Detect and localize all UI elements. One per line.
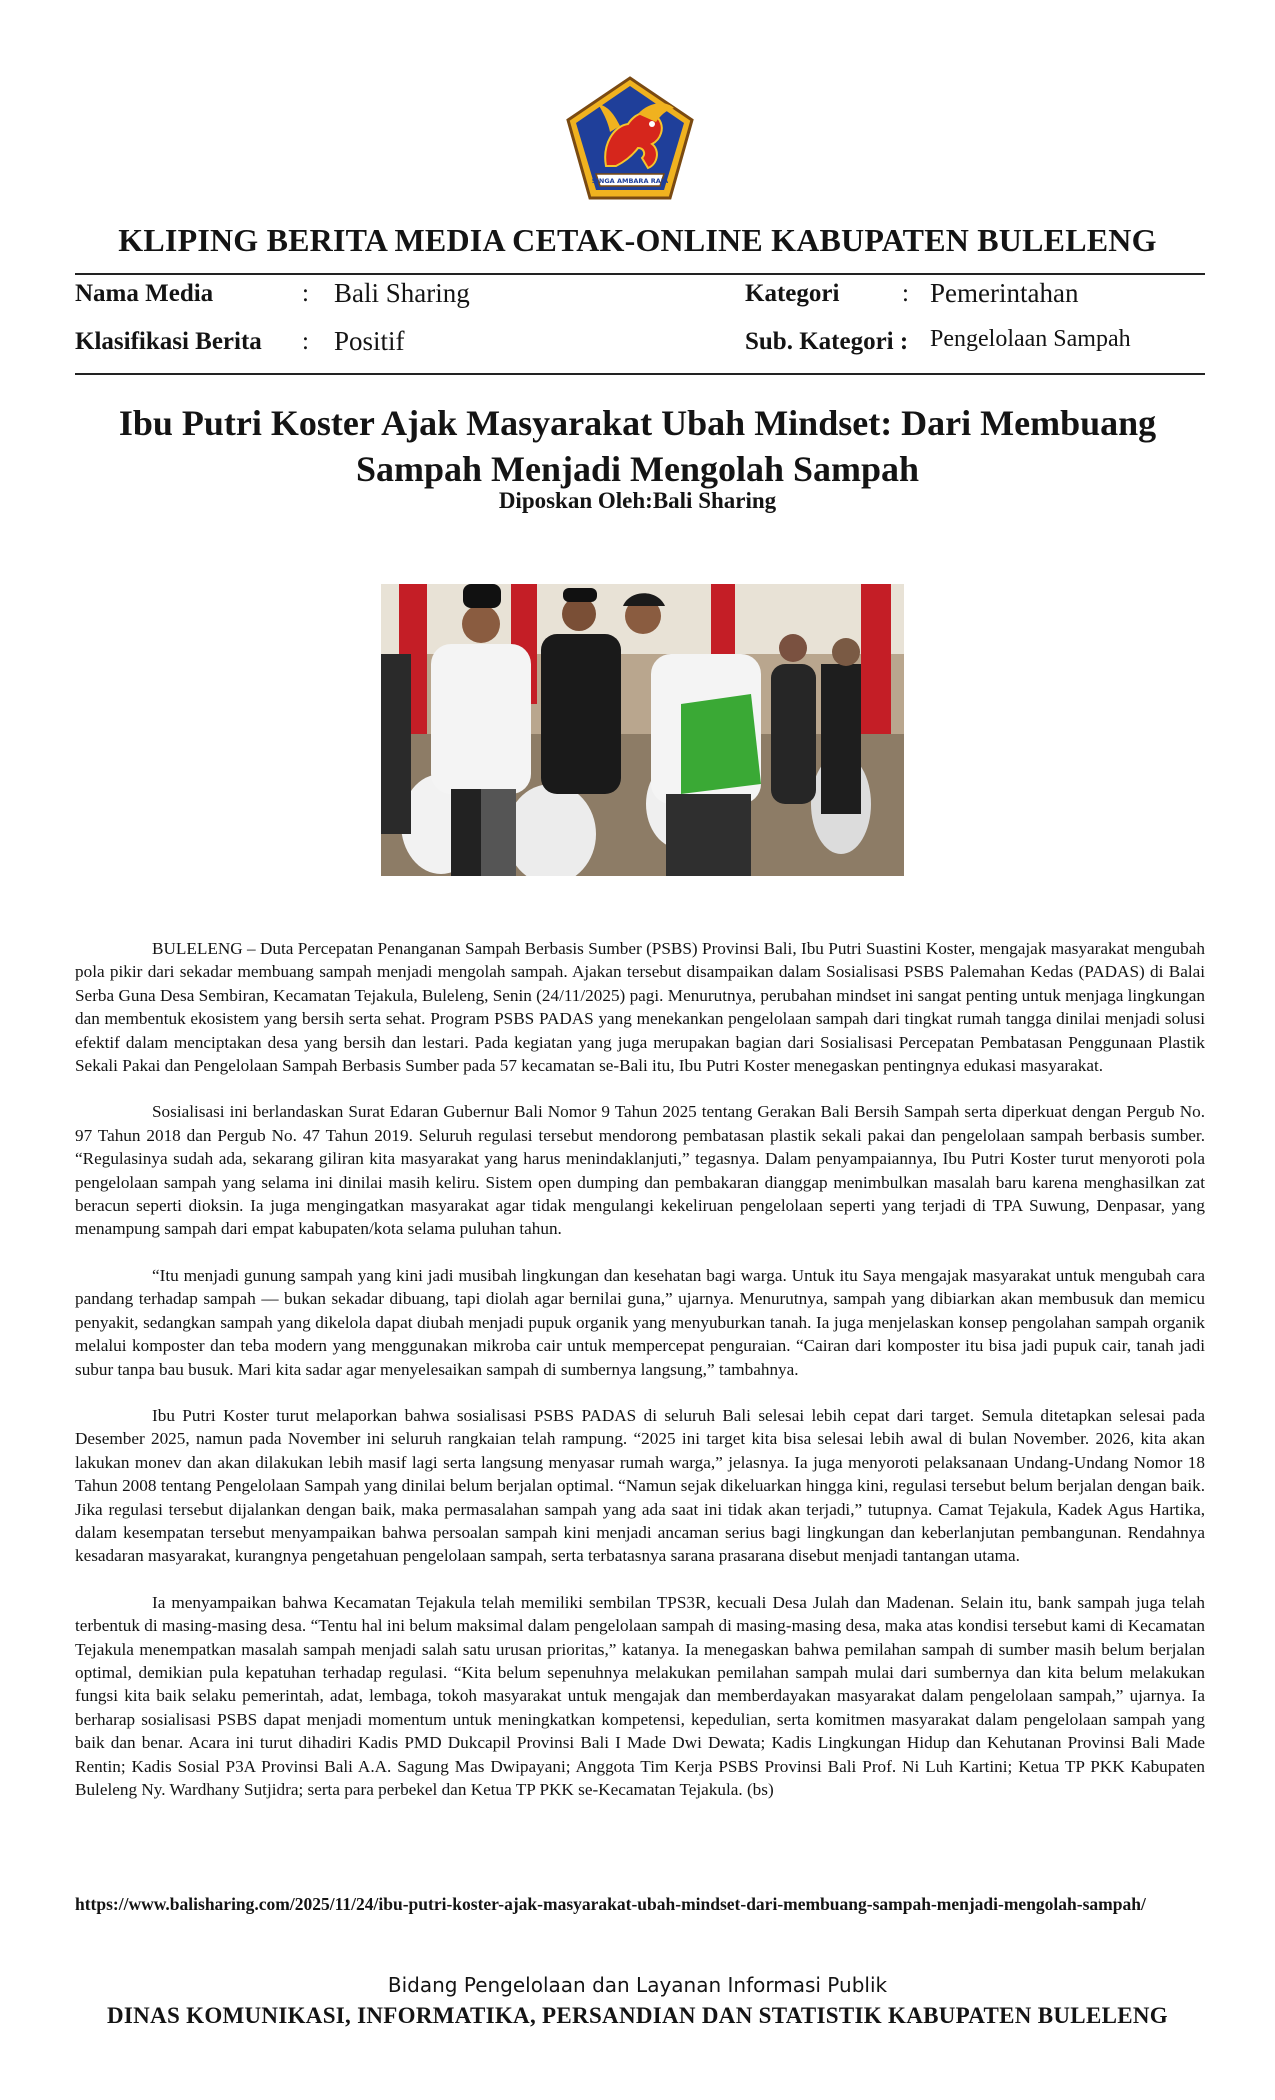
article-paragraph: Sosialisasi ini berlandaskan Surat Edaran Gubernur Bali Nomor 9 Tahun 2025 tentang Gerakan Bali Bersih Sampah serta diperkuat dengan Pergub No. 97 Tahun 2018 dan Pergub No. 47 Tahun 2019. Seluruh regulasi tersebut mendorong pembatasan plastik sekali pakai dan pengelolaan sampah berbasis sumber. “Regulasinya sudah ada, sekarang giliran kita masyarakat yang harus menindaklanjuti,” tegasnya. Dalam penyampaiannya, Ibu Putri Koster turut menyoroti pola pengelolaan sampah yang selama ini dinilai masih keliru. Sistem open dumping dan pembakaran dianggap menimbulkan masalah baru karena menghasilkan zat beracun seperti dioksin. Ia juga mengingatkan masyarakat agar tidak mengulangi kekeliruan pengelolaan seperti yang terjadi di TPA Suwung, Denpasar, yang menampung sampah dari empat kabupaten/kota selama puluhan tahun. bbox=[75, 1102, 1205, 1239]
media-colon: : bbox=[302, 280, 309, 307]
buleleng-crest-icon bbox=[562, 74, 698, 202]
crest-emblem bbox=[562, 74, 698, 202]
article-paragraph: Ia menyampaikan bahwa Kecamatan Tejakula telah memiliki sembilan TPS3R, kecuali Desa Julah dan Madenan. Selain itu, bank sampah juga telah terbentuk di masing-masing desa. “Tentu hal ini belum maksimal dalam pengelolaan sampah di masing-masing desa, maka atas kondisi tersebut kami di Kecamatan Tejakula menempatkan masalah sampah menjadi salah satu urusan prioritas,” katanya. Ia menegaskan bahwa pemilahan sampah di sumber masih belum berjalan optimal, demikian pula kepatuhan terhadap regulasi. “Kita belum sepenuhnya melakukan pemilahan sampah mulai dari sumbernya dan kita belum melakukan fungsi kita baik selaku pemerintah, adat, lembaga, tokoh masyarakat untuk mengajak dan memberdayakan masyarakat dalam pengelolaan sampah,” ujarnya. Ia berharap sosialisasi PSBS dapat menjadi momentum untuk meningkatkan kompetensi, kepedulian, serta komitmen masyarakat dalam pengelolaan sampah yang baik dan benar. Acara ini turut dihadiri Kadis PMD Dukcapil Provinsi Bali I Made Dwi Dewata; Kadis Lingkungan Hidup dan Kehutanan Provinsi Bali Made Rentin; Kadis Sosial P3A Provinsi Bali A.A. Sagung Mas Dwipayani; Anggota Tim Kerja PSBS Provinsi Bali Prof. Ni Luh Kartini; Ketua TP PKK Kabupaten Buleleng Ny. Wardhany Sutjidra; serta para perbekel dan Ketua TP PKK se-Kecamatan Tejakula. (bs) bbox=[75, 1592, 1205, 1799]
photo-illustration bbox=[381, 584, 904, 876]
article-paragraph: BULELENG – Duta Percepatan Penanganan Sampah Berbasis Sumber (PSBS) Provinsi Bali, Ibu Putri Suastini Koster, mengajak masyarakat mengubah pola pikir dari sekadar membuang sampah menjadi mengolah sampah. Ajakan tersebut disampaikan dalam Sosialisasi PSBS Palemahan Kedas (PADAS) di Balai Serba Guna Desa Sembiran, Kecamatan Tejakula, Buleleng, Senin (24/11/2025) pagi. Menurutnya, perubahan mindset ini sangat penting untuk menjaga lingkungan dan membentuk ekosistem yang bersih serta sehat. Program PSBS PADAS yang menekankan pengelolaan sampah dari tingkat rumah tangga dinilai menjadi solusi efektif dalam menciptakan desa yang bersih dan lestari. Pada kegiatan yang juga merupakan bagian dari Sosialisasi Percepatan Pembatasan Penggunaan Plastik Sekali Pakai dan Pengelolaan Sampah Berbasis Sumber pada 57 kecamatan se-Bali itu, Ibu Putri Koster menegaskan pentingnya edukasi masyarakat. bbox=[75, 939, 1205, 1076]
news-photo bbox=[381, 584, 904, 876]
media-label: Nama Media bbox=[75, 280, 214, 307]
footer-agency: DINAS KOMUNIKASI, INFORMATIKA, PERSANDIAN DAN STATISTIK KABUPATEN BULELENG bbox=[107, 2003, 1168, 2028]
article-body bbox=[75, 937, 1205, 1824]
kategori-value: Pemerintahan bbox=[930, 278, 1079, 308]
subkategori-label: Sub. Kategori : bbox=[745, 328, 909, 355]
klasifikasi-colon: : bbox=[302, 328, 309, 355]
article-paragraph: “Itu menjadi gunung sampah yang kini jadi musibah lingkungan dan kesehatan bagi warga. Untuk itu Saya mengajak masyarakat untuk mengubah cara pandang terhadap sampah — bukan sekadar dibuang, tapi diolah agar bernilai guna,” ujarnya. Menurutnya, sampah yang dibiarkan akan membusuk dan memicu penyakit, sedangkan sampah yang dikelola dapat diubah menjadi pupuk organik yang menyuburkan tanah. Ia juga menjelaskan konsep pengolahan sampah organik melalui komposter dan teba modern yang menggunakan mikroba cair untuk mempercepat penguraian. “Cairan dari komposter itu bisa jadi pupuk cair, tanah jadi subur tanpa bau busuk. Mari kita sadar agar menyelesaikan sampah di sumbernya langsung,” tambahnya. bbox=[75, 1265, 1205, 1379]
media-value: Bali Sharing bbox=[334, 278, 470, 308]
source-url-link[interactable]: https://www.balisharing.com/2025/11/24/ibu-putri-koster-ajak-masyarakat-ubah-mindset-dari-membuang-sampah-menjadi-mengolah-sampah/ bbox=[75, 1894, 1146, 1914]
kategori-colon: : bbox=[902, 280, 909, 307]
footer-division: Bidang Pengelolaan dan Layanan Informasi Publik bbox=[387, 1973, 888, 1997]
byline: Diposkan Oleh:Bali Sharing bbox=[498, 488, 777, 513]
klasifikasi-label: Klasifikasi Berita bbox=[75, 328, 262, 355]
klasifikasi-value: Positif bbox=[334, 326, 405, 356]
bottom-divider bbox=[75, 373, 1205, 375]
headline: Ibu Putri Koster Ajak Masyarakat Ubah Mindset: Dari Membuang Sampah Menjadi Mengolah Sampah bbox=[118, 403, 1157, 489]
kategori-label: Kategori bbox=[745, 280, 840, 307]
crest-caption: SINGA AMBARA RAJA bbox=[591, 177, 669, 185]
document-title: KLIPING BERITA MEDIA CETAK-ONLINE KABUPATEN BULELENG bbox=[118, 222, 1157, 258]
top-divider bbox=[75, 273, 1205, 275]
subkategori-value: Pengelolaan Sampah bbox=[930, 326, 1131, 352]
article-paragraph: Ibu Putri Koster turut melaporkan bahwa sosialisasi PSBS PADAS di seluruh Bali selesai lebih cepat dari target. Semula ditetapkan selesai pada Desember 2025, namun pada November ini seluruh rangkaian telah rampung. “2025 ini target kita bisa selesai lebih awal di bulan November. 2026, kita akan lakukan monev dan akan dilakukan lebih masif lagi serta langsung menyasar rumah warga,” jelasnya. Ia juga menyoroti pelaksanaan Undang-Undang Nomor 18 Tahun 2008 tentang Pengelolaan Sampah yang dinilai belum berjalan optimal. “Namun sejak dikeluarkan hingga kini, regulasi tersebut belum berjalan dengan baik. Jika regulasi tersebut dijalankan dengan baik, maka permasalahan sampah yang ada saat ini tidak akan terjadi,” tutupnya. Camat Tejakula, Kadek Agus Hartika, dalam kesempatan tersebut menyampaikan bahwa persoalan sampah kini menjadi ancaman serius bagi lingkungan dan keberlanjutan pembangunan. Rendahnya kesadaran masyarakat, kurangnya pengetahuan pengelolaan sampah, serta terbatasnya sarana prasarana disebut menjadi tantangan utama. bbox=[75, 1405, 1205, 1566]
